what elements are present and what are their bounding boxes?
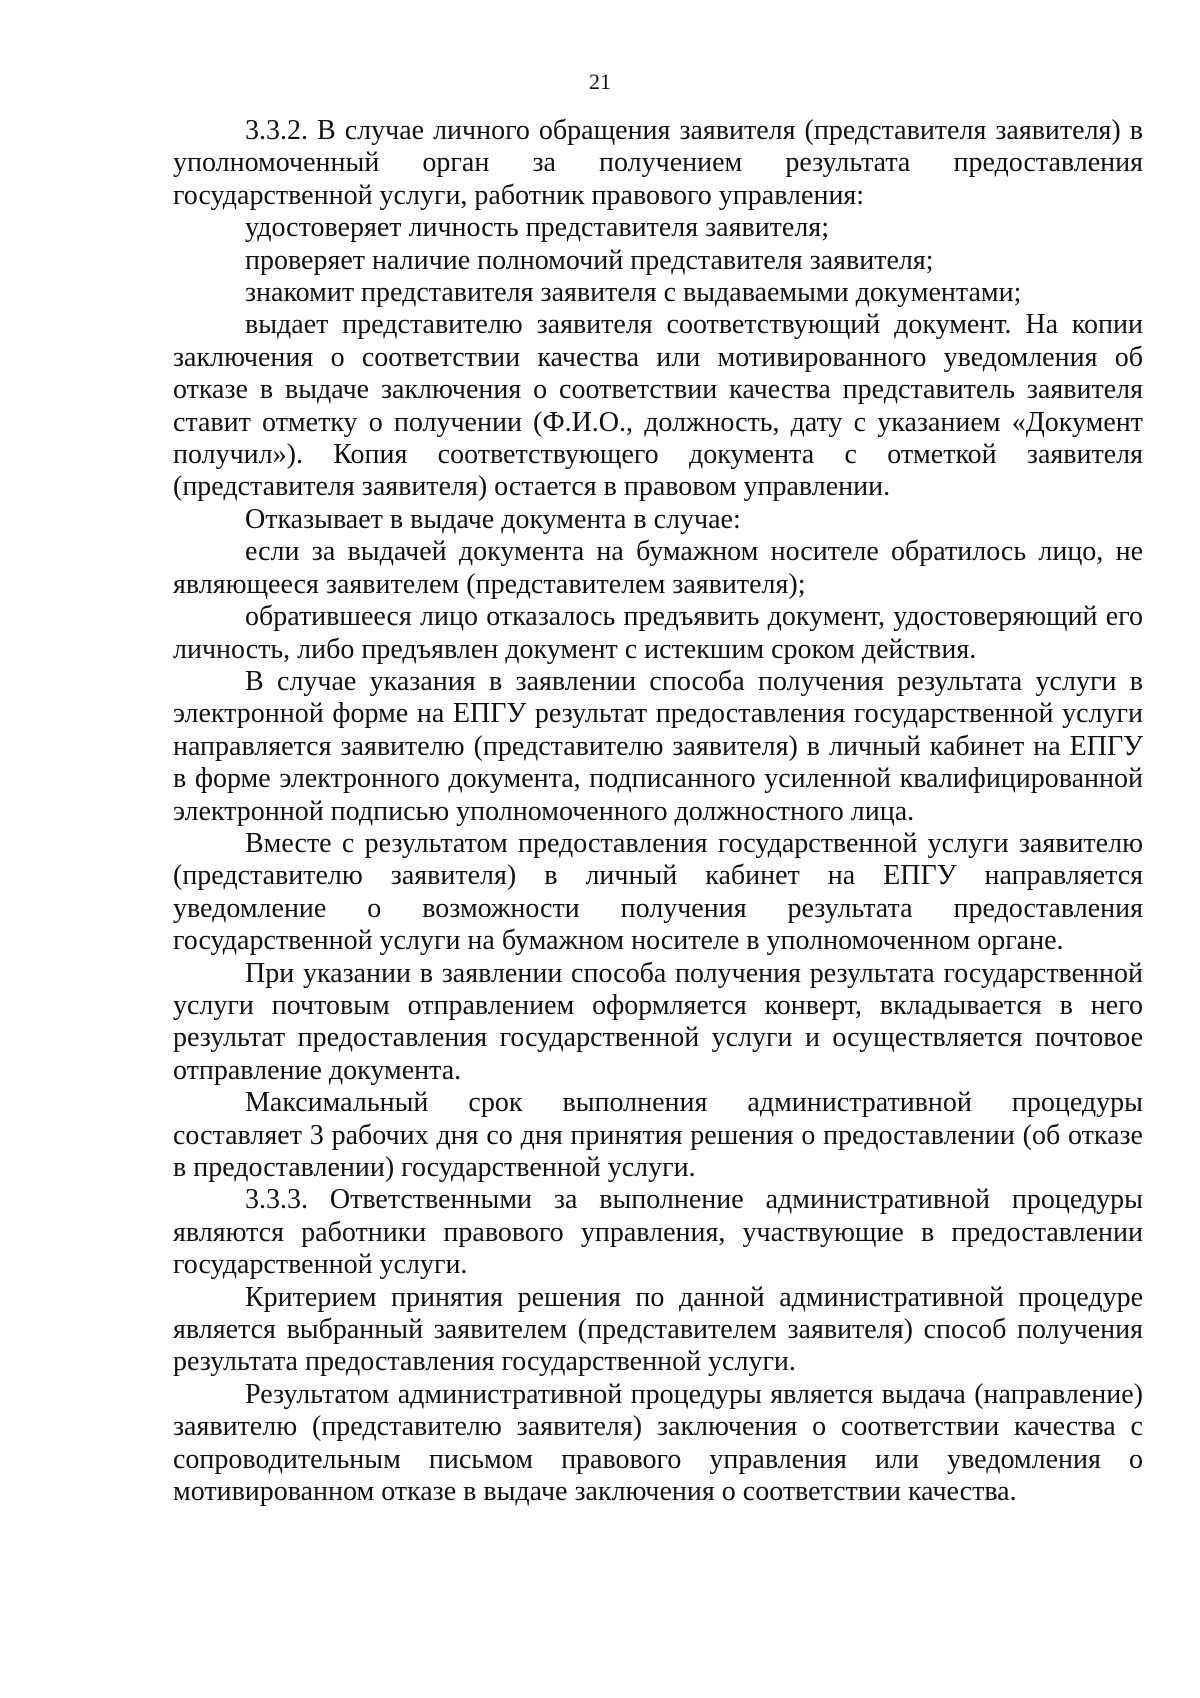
paragraph: В случае указания в заявлении способа получения результата услуги в электронной форме на ЕПГУ результат предоставления государственной услуги направляется заявителю (представителю заявителя) в личный кабинет на ЕПГУ в форме электронного документа, подписанного усиленной квалифицированной электронной подписью уполномоченного должностного лица. [173,665,1143,827]
paragraph: Отказывает в выдаче документа в случае: [245,503,741,535]
paragraph: 3.3.3. Ответственными за выполнение административной процедуры являются работники правового управления, участвующие в предоставлении государственной услуги. [173,1184,1143,1281]
paragraph: При указании в заявлении способа получения результата государственной услуги почтовым отправлением оформляется конверт, вкладывается в него результат предоставления государственной услуги и осуществляется почтовое отправление документа. [173,957,1143,1086]
document-body [173,115,1143,1508]
paragraph: 3.3.2. В случае личного обращения заявителя (представителя заявителя) в уполномоченный орган за получением результата предоставления государственной услуги, работник правового управления: [173,115,1143,211]
paragraph: знакомит представителя заявителя с выдаваемыми документами; [245,277,1022,309]
paragraph: Максимальный срок выполнения административной процедуры составляет 3 рабочих дня со дня принятия решения о предоставлении (об отказе в предоставлении) государственной услуги. [173,1087,1143,1183]
paragraph: выдает представителю заявителя соответствующий документ. На копии заключения о соответствии качества или мотивированного уведомления об отказе в выдаче заключения о соответствии качества представитель заявителя ставит отметку о получении (Ф.И.О., должность, дату с указанием «Документ получил»). Копия соответствующего документа с отметкой заявителя (представителя заявителя) остается в правовом управлении. [173,309,1143,503]
paragraph: Вместе с результатом предоставления государственной услуги заявителю (представителю заявителя) в личный кабинет на ЕПГУ направляется уведомление о возможности получения результата предоставления государственной услуги на бумажном носителе в уполномоченном органе. [173,827,1143,957]
paragraph: проверяет наличие полномочий представителя заявителя; [245,244,934,276]
paragraph: если за выдачей документа на бумажном носителе обратилось лицо, не являющееся заявителем (представителем заявителя); [173,536,1143,600]
paragraph: Результатом административной процедуры является выдача (направление) заявителю (представителю заявителя) заключения о соответствии качества с сопроводительным письмом правового управления или уведомления о мотивированном отказе в выдаче заключения о соответствии качества. [173,1378,1143,1508]
page-number: 21 [589,69,611,94]
paragraph: удостоверяет личность представителя заявителя; [245,212,829,244]
paragraph: Критерием принятия решения по данной административной процедуре является выбранный заявителем (представителем заявителя) способ получения результата предоставления государственной услуги. [173,1281,1143,1378]
paragraph: обратившееся лицо отказалось предъявить документ, удостоверяющий его личность, либо предъявлен документ с истекшим сроком действия. [173,601,1143,665]
